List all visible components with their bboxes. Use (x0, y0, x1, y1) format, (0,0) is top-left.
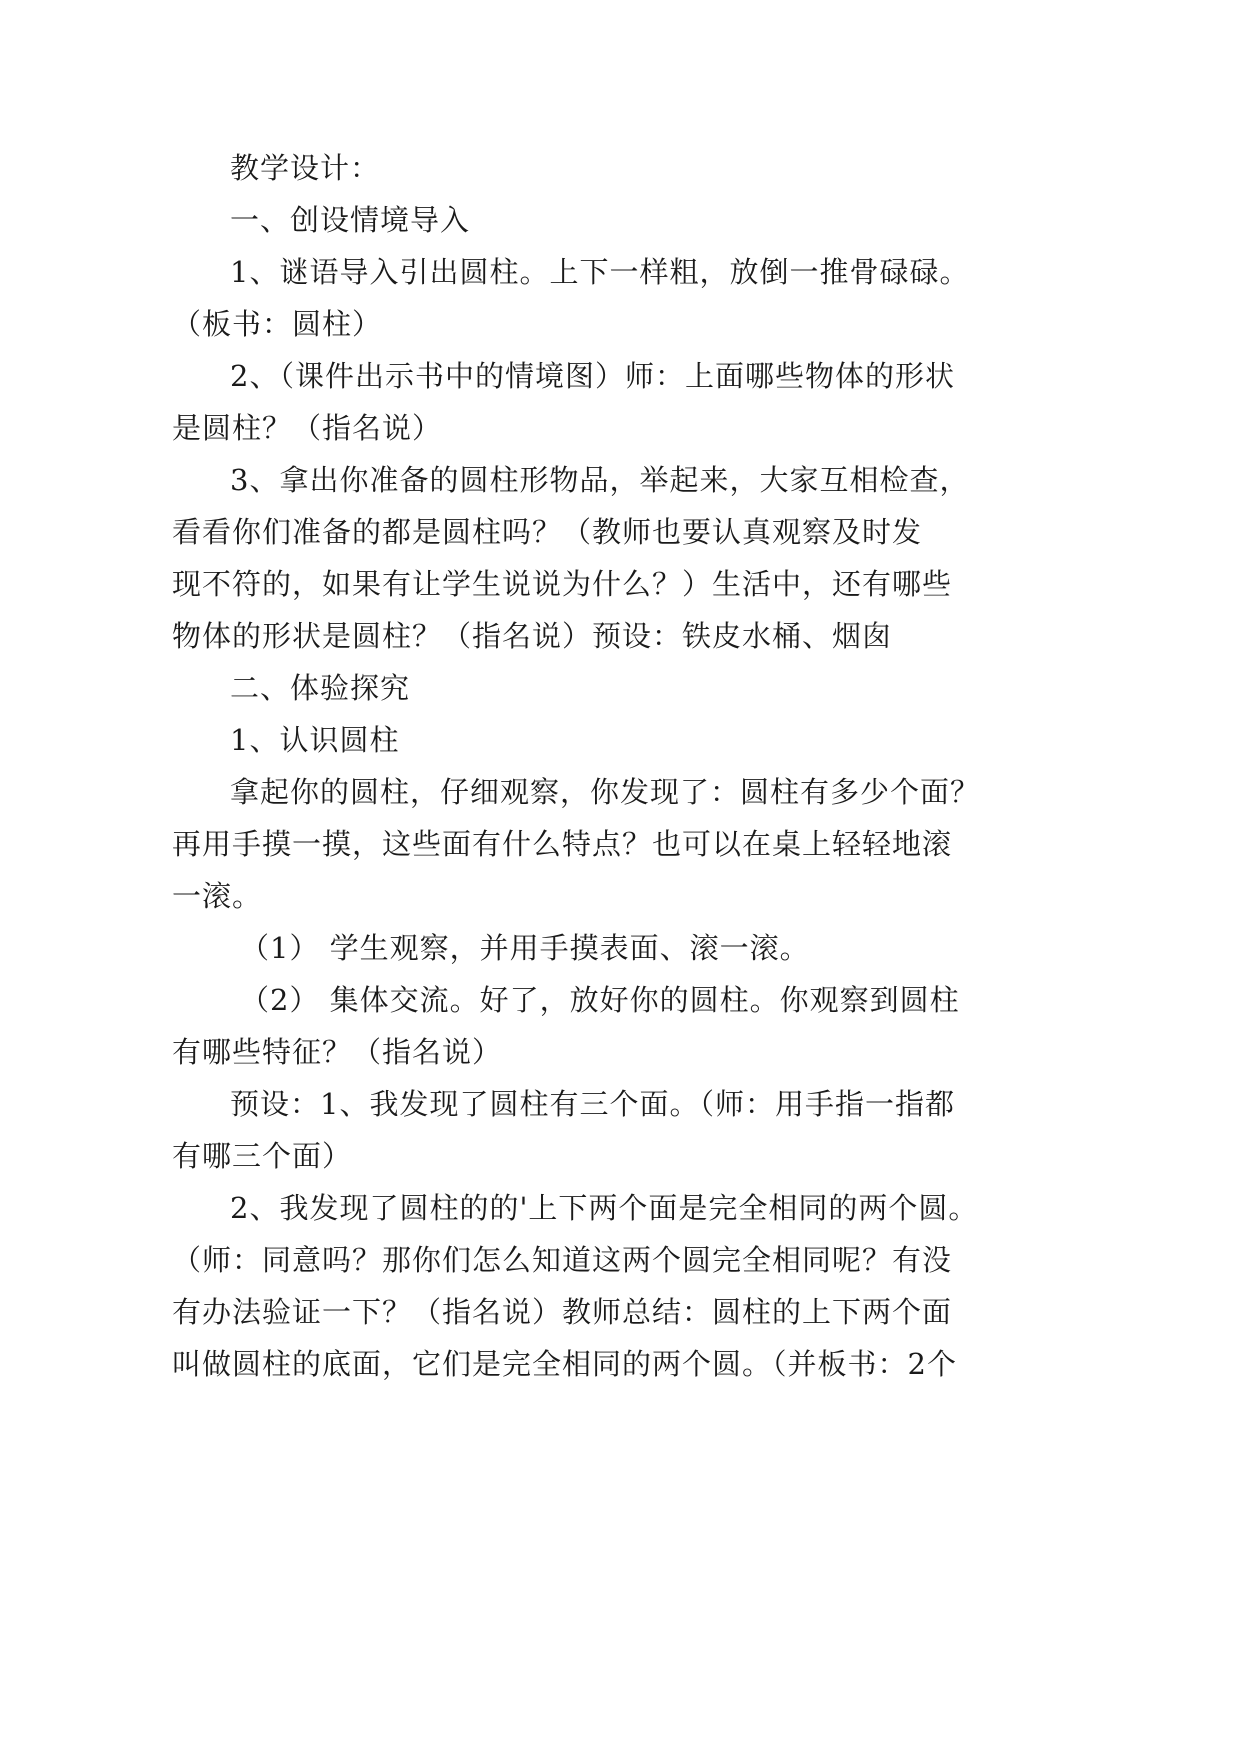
text-line-5: 2、（课件出示书中的情境图）师：上面哪些物体的形状 (230, 359, 955, 393)
text-line-20: 有哪三个面） (172, 1139, 353, 1173)
text-line-17: （2） 集体交流。好了，放好你的圆柱。你观察到圆柱 (240, 983, 960, 1017)
text-line-8: 看看你们准备的都是圆柱吗？（教师也要认真观察及时发 (172, 515, 923, 549)
text-line-7: 3、拿出你准备的圆柱形物品，举起来，大家互相检查， (230, 463, 970, 497)
text-line-22: （师：同意吗？那你们怎么知道这两个圆完全相同呢？有没 (172, 1243, 953, 1277)
text-line-19: 预设：1、我发现了圆柱有三个面。（师：用手指一指都 (230, 1087, 955, 1121)
text-line-24: 叫做圆柱的底面，它们是完全相同的两个圆。（并板书：2个 (172, 1347, 957, 1381)
subheading: 1、认识圆柱 (230, 723, 400, 757)
text-line-3: 1、谜语导入引出圆柱。上下一样粗，放倒一推骨碌碌。 (230, 255, 970, 289)
text-line-6: 是圆柱？（指名说） (172, 411, 443, 445)
text-line-16: （1） 学生观察，并用手摸表面、滚一滚。 (240, 931, 810, 965)
text-line-14: 再用手摸一摸，这些面有什么特点？也可以在桌上轻轻地滚 (172, 827, 953, 861)
text-line-15: 一滚。 (172, 879, 263, 913)
text-line-1: 教学设计： (230, 151, 381, 185)
text-line-9: 现不符的，如果有让学生说说为什么？）生活中，还有哪些 (172, 567, 953, 601)
text-line-23: 有办法验证一下？（指名说）教师总结：圆柱的上下两个面 (172, 1295, 953, 1329)
section-heading-2: 二、体验探究 (230, 671, 411, 705)
section-heading-1: 一、创设情境导入 (230, 203, 471, 237)
text-line-21: 2、我发现了圆柱的的'上下两个面是完全相同的两个圆。 (230, 1191, 979, 1225)
text-line-18: 有哪些特征？（指名说） (172, 1035, 503, 1069)
text-line-4: （板书：圆柱） (172, 307, 383, 341)
text-line-10: 物体的形状是圆柱？（指名说）预设：铁皮水桶、烟囱 (172, 619, 893, 653)
text-line-13: 拿起你的圆柱，仔细观察，你发现了：圆柱有多少个面？ (230, 775, 981, 809)
